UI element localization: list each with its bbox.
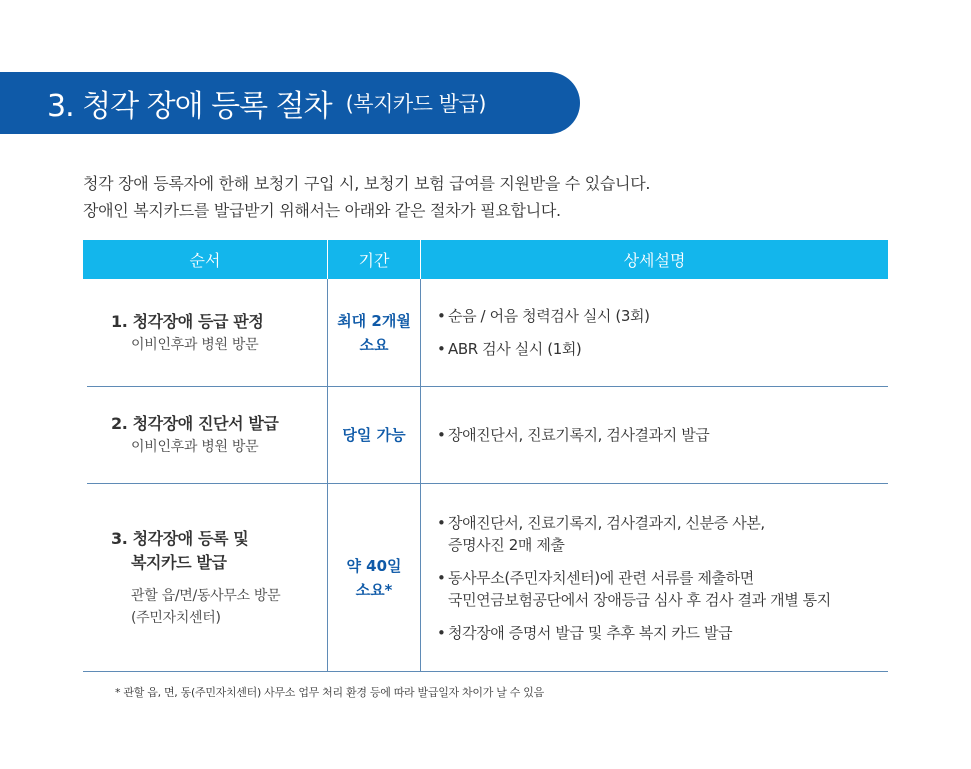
period-text: 소요* — [355, 580, 393, 599]
detail-item — [437, 305, 888, 327]
step-cell — [83, 484, 327, 671]
bullet-icon: • — [437, 513, 446, 532]
period-text: 당일 가능 — [342, 426, 406, 444]
detail-text: 장애진단서, 진료기록지, 검사결과지 발급 — [448, 426, 710, 444]
step-title: 3. 청각장애 등록 및 — [111, 528, 249, 548]
step-place: 관할 읍/면/동사무소 방문 — [131, 587, 281, 604]
detail-cell — [421, 387, 888, 483]
table-row — [83, 484, 888, 671]
step-title: 1. 청각장애 등급 판정 — [111, 311, 264, 331]
period-cell — [327, 387, 421, 483]
detail-text: ABR 검사 실시 (1회) — [448, 340, 582, 358]
intro-line: 장애인 복지카드를 발급받기 위해서는 아래와 같은 절차가 필요합니다. — [83, 201, 561, 220]
step-title: 복지카드 발급 — [131, 552, 227, 572]
intro-text — [83, 170, 650, 224]
detail-item — [437, 622, 888, 644]
detail-text: 증명사진 2매 제출 — [448, 535, 565, 554]
detail-item — [437, 424, 888, 446]
section-subtitle: (복지카드 발급) — [345, 92, 486, 116]
step-place: 이비인후과 병원 방문 — [131, 336, 259, 353]
section-title: 3. 청각 장애 등록 절차 — [47, 89, 332, 124]
step-title: 2. 청각장애 진단서 발급 — [111, 414, 279, 433]
bullet-icon: • — [437, 426, 446, 444]
intro-line: 청각 장애 등록자에 한해 보청기 구입 시, 보청기 보험 급여를 지원받을 수 있습니다. — [83, 174, 651, 193]
period-text: 최대 2개월 — [337, 311, 411, 330]
bullet-icon: • — [437, 623, 446, 642]
detail-item — [437, 512, 888, 556]
detail-text: 장애진단서, 진료기록지, 검사결과지, 신분증 사본, — [448, 513, 765, 532]
period-text: 약 40일 — [346, 556, 402, 575]
period-cell — [327, 279, 421, 386]
detail-item — [437, 338, 888, 360]
bullet-icon: • — [437, 340, 446, 358]
detail-text: 청각장애 증명서 발급 및 추후 복지 카드 발급 — [448, 623, 733, 642]
column-header-period: 기간 — [328, 240, 421, 279]
table-bottom-rule — [83, 671, 888, 672]
detail-text: 순음 / 어음 청력검사 실시 (3회) — [448, 307, 650, 325]
detail-item — [437, 567, 888, 611]
bullet-icon: • — [437, 568, 446, 587]
section-title-banner — [0, 72, 580, 134]
detail-text: 동사무소(주민자치센터)에 관련 서류를 제출하면 — [448, 568, 754, 587]
column-header-order: 순서 — [83, 240, 328, 279]
period-text: 소요 — [359, 335, 389, 354]
detail-cell — [421, 279, 888, 386]
table-row — [83, 387, 888, 483]
footnote: * 관할 읍, 면, 동(주민자치센터) 사무소 업무 처리 환경 등에 따라 발급일자 차이가 날 수 있음 — [115, 686, 544, 699]
table-row — [83, 279, 888, 386]
step-cell — [83, 387, 327, 483]
table-header — [83, 240, 888, 279]
procedure-table — [83, 240, 888, 672]
detail-cell — [421, 484, 888, 671]
bullet-icon: • — [437, 307, 446, 325]
period-cell — [327, 484, 421, 671]
step-place: 이비인후과 병원 방문 — [131, 439, 259, 455]
step-cell — [83, 279, 327, 386]
detail-text: 국민연금보험공단에서 장애등급 심사 후 검사 결과 개별 통지 — [448, 590, 831, 609]
step-place: (주민자치센터) — [131, 609, 221, 626]
column-header-detail: 상세설명 — [623, 251, 686, 270]
